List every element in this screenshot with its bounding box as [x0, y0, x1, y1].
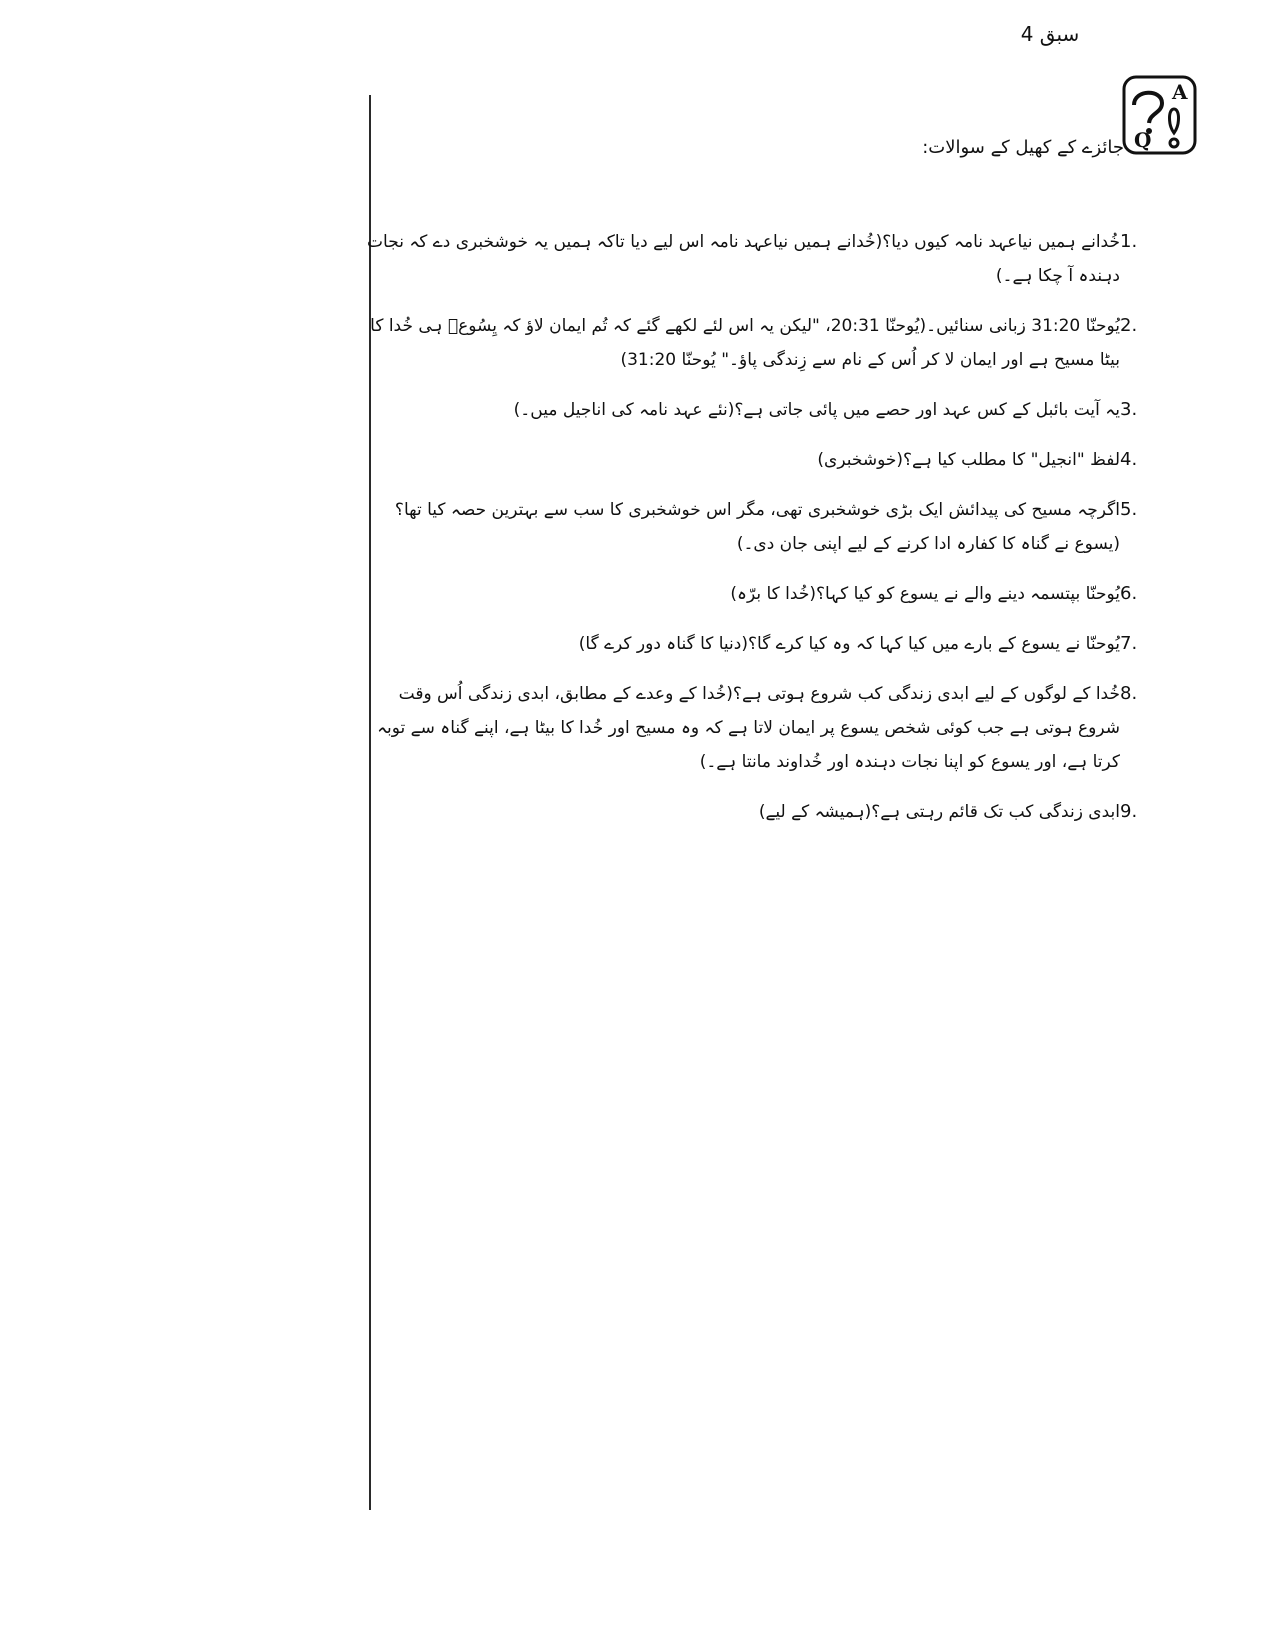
question-text: خُدا کے لوگوں کے لیے ابدی زندگی کب شروع ہوتی ہے؟(خُدا کے وعدے کے مطابق، ابدی زندگی اُس وقت شروع ہوتی ہے جب کوئی شخص یسوع پر ایمان لاتا ہے کہ وہ مسیح اور خُدا کا بیٹا ہے، اپنے گناہ سے توبہ کرتا ہے، اور یسوع کو اپنا نجات دہندہ اور خُداوند مانتا ہے۔) — [377, 684, 1120, 772]
question-text: ابدی زندگی کب تک قائم رہتی ہے؟(ہمیشہ کے لیے) — [758, 802, 1120, 822]
question-item — [360, 493, 1160, 561]
question-item — [360, 795, 1160, 829]
question-number: 8. — [1120, 683, 1138, 704]
question-number: 9. — [1120, 801, 1138, 822]
question-text: یہ آیت بائبل کے کس عہد اور حصے میں پائی جاتی ہے؟(نئے عہد نامہ کی اناجیل میں۔) — [513, 400, 1120, 420]
question-item — [360, 309, 1160, 377]
question-number: 3. — [1120, 399, 1138, 420]
question-item — [360, 577, 1160, 611]
review-game-questions-title: جائزے کے کھیل کے سوالات: — [922, 137, 1124, 158]
question-item — [360, 225, 1160, 293]
question-text: یُوحنّا 31:20 زبانی سنائیں۔(یُوحنّا 20:31، "لیکن یہ اس لئے لکھے گئے کہ تُم ایمان لاؤ کہ یِسُوعؔ ہی خُدا کا بیٹا مسیح ہے اور ایمان لا کر اُس کے نام سے زِندگی پاؤ۔" یُوحنّا 31:20) — [370, 316, 1120, 370]
question-item — [360, 443, 1160, 477]
question-text: یُوحنّا نے یسوع کے بارے میں کیا کہا کہ وہ کیا کرے گا؟(دنیا کا گناہ دور کرے گا) — [578, 634, 1120, 654]
question-number: 2. — [1120, 315, 1138, 336]
review-questions-list — [360, 225, 1160, 845]
question-text: لفظ "انجیل" کا مطلب کیا ہے؟(خوشخبری) — [817, 450, 1120, 470]
question-item — [360, 627, 1160, 661]
question-answer-icon — [1122, 75, 1197, 155]
page-header-lesson: سبق 4 — [1020, 22, 1080, 46]
question-number: 6. — [1120, 583, 1138, 604]
question-text: خُدانے ہمیں نیاعہد نامہ کیوں دیا؟(خُدانے ہمیں نیاعہد نامہ اس لیے دیا تاکہ ہمیں یہ خوشخبری دے کہ نجات دہندہ آ چکا ہے۔) — [367, 232, 1120, 286]
question-number: 7. — [1120, 633, 1138, 654]
question-number: 1. — [1120, 231, 1138, 252]
question-item — [360, 677, 1160, 779]
question-text: اگرچہ مسیح کی پیدائش ایک بڑی خوشخبری تھی، مگر اس خوشخبری کا سب سے بہترین حصہ کیا تھا؟(یسوع نے گناہ کا کفارہ ادا کرنے کے لیے اپنی جان دی۔) — [394, 500, 1120, 554]
question-number: 5. — [1120, 499, 1138, 520]
question-text: یُوحنّا بپتسمہ دینے والے نے یسوع کو کیا کہا؟(خُدا کا برّہ) — [730, 584, 1120, 604]
svg-text:Q: Q — [1134, 128, 1152, 152]
svg-text:A: A — [1172, 80, 1188, 104]
question-number: 4. — [1120, 449, 1138, 470]
question-item — [360, 393, 1160, 427]
